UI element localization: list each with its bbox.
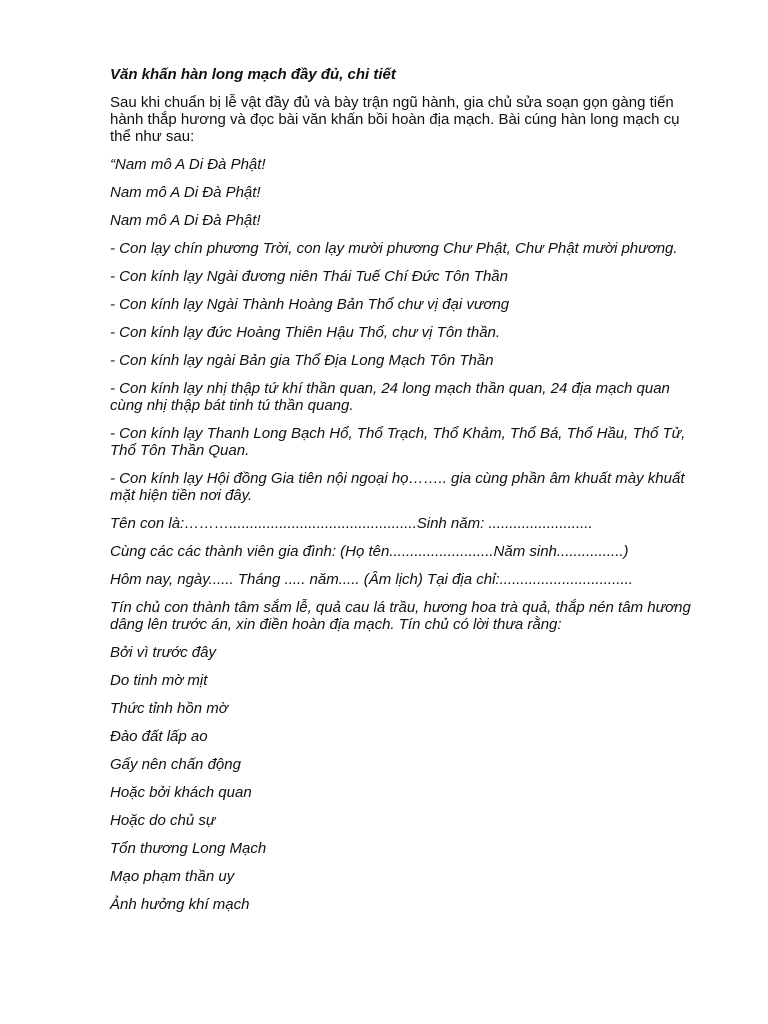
verse-line-9: Mạo phạm thần uy: [110, 868, 235, 885]
prayer-line-invocation-8: - Con kính lạy Hội đồng Gia tiên nội ngoại họ…….. gia cùng phần âm khuất mày khuất mặt hiện tiền nơi đây.: [110, 470, 685, 504]
verse-line-5: Gẩy nên chấn động: [110, 756, 241, 773]
prayer-line-invocation-1: - Con lạy chín phương Trời, con lạy mười phương Chư Phật, Chư Phật mười phương.: [110, 240, 678, 257]
verse-line-8: Tổn thương Long Mạch: [110, 840, 267, 857]
intro-paragraph: Sau khi chuẩn bị lễ vật đầy đủ và bày trận ngũ hành, gia chủ sửa soạn gọn gàng tiến hành thắp hương và đọc bài văn khấn bồi hoàn địa mạch. Bài cúng hàn long mạch cụ thể như sau:: [110, 94, 680, 145]
prayer-line-namo-2: Nam mô A Di Đà Phật!: [110, 184, 261, 201]
prayer-line-invocation-3: - Con kính lạy Ngài Thành Hoàng Bản Thổ chư vị đại vương: [110, 296, 510, 313]
prayer-line-invocation-2: - Con kính lạy Ngài đương niên Thái Tuế Chí Đức Tôn Thần: [110, 268, 508, 285]
prayer-line-invocation-4: - Con kính lạy đức Hoàng Thiên Hậu Thổ, chư vị Tôn thần.: [110, 324, 501, 341]
form-line-family: Cùng các các thành viên gia đình: (Họ tên.........................Năm sinh................): [110, 543, 629, 560]
form-line-date-address: Hôm nay, ngày...... Tháng ..... năm..... (Âm lịch) Tại địa chỉ:................................: [110, 571, 633, 588]
prayer-line-invocation-5: - Con kính lạy ngài Bản gia Thổ Địa Long Mạch Tôn Thần: [110, 352, 494, 369]
prayer-offering-paragraph: Tín chủ con thành tâm sắm lễ, quả cau lá trầu, hương hoa trà quả, thắp nén tâm hương dâng lên trước án, xin điền hoàn địa mạch. Tín chủ có lời thưa rằng:: [110, 599, 691, 633]
verse-line-3: Thức tỉnh hồn mờ: [110, 700, 228, 717]
verse-line-7: Hoặc do chủ sự: [110, 812, 216, 829]
verse-line-10: Ảnh hưởng khí mạch: [110, 896, 250, 913]
verse-line-1: Bởi vì trước đây: [110, 644, 216, 661]
form-line-name: Tên con là:……….............................................Sinh năm: .........................: [110, 515, 593, 532]
document-title: Văn khấn hàn long mạch đầy đủ, chi tiết: [110, 66, 396, 83]
verse-line-2: Do tinh mờ mịt: [110, 672, 208, 689]
prayer-line-namo-1: “Nam mô A Di Đà Phật!: [110, 156, 266, 173]
verse-line-6: Hoặc bởi khách quan: [110, 784, 252, 801]
document-body: [110, 66, 700, 924]
verse-line-4: Đào đất lấp ao: [110, 728, 208, 745]
prayer-line-invocation-6: - Con kính lạy nhị thập tứ khí thần quan, 24 long mạch thần quan, 24 địa mạch quan cùng nhị thập bát tinh tú thần quang.: [110, 380, 670, 414]
prayer-line-invocation-7: - Con kính lạy Thanh Long Bạch Hổ, Thổ Trạch, Thổ Khảm, Thổ Bá, Thổ Hầu, Thổ Tử, Thổ Tôn Thần Quan.: [110, 425, 686, 459]
prayer-line-namo-3: Nam mô A Di Đà Phật!: [110, 212, 261, 229]
